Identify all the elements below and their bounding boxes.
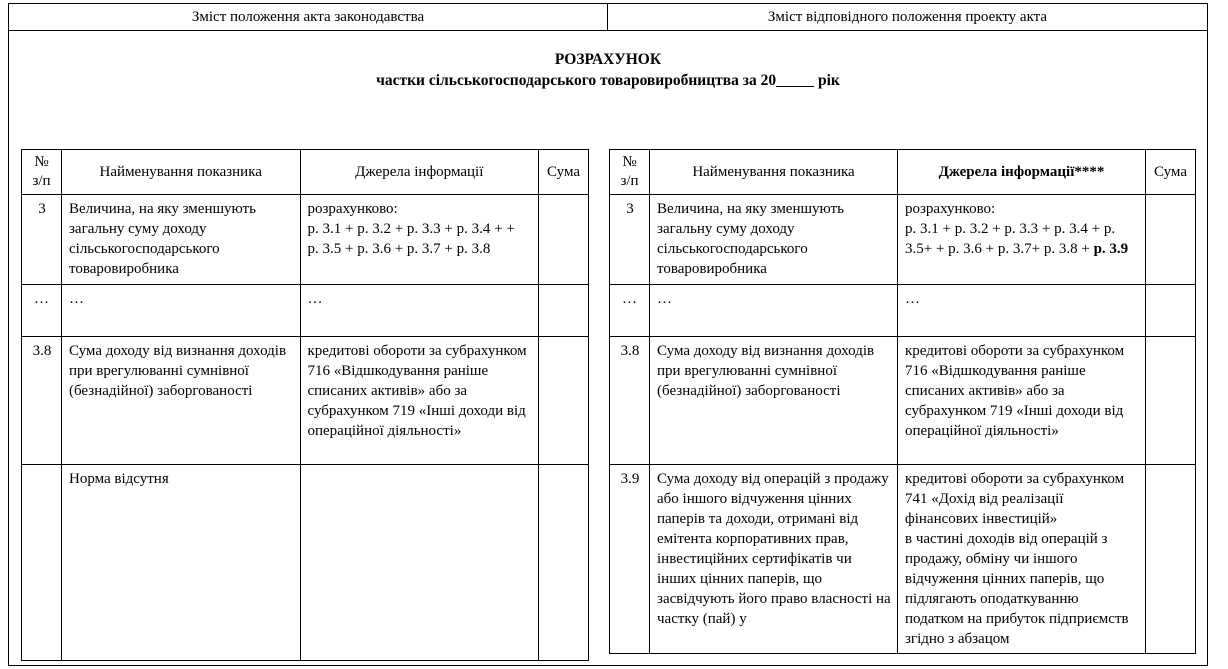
right-row-2-name: Сума доходу від визнання доходів при врегулюванні сумнівної (безнадійної) заборгованості (650, 337, 898, 465)
right-row-3-source-line-1: кредитові обороти за субрахунком 741 «Дохід від реалізації фінансових інвестицій» (905, 471, 1125, 527)
tables-container (9, 149, 1207, 665)
left-calculation-table (21, 149, 589, 661)
right-table-header-row (610, 150, 1196, 195)
left-row-0-source-line-1: розрахунково: (307, 201, 398, 217)
right-row-1-name: … (650, 285, 898, 337)
left-row-0-source-line-3: р. 3.5 + р. 3.6 + р. 3.7 + р. 3.8 (307, 241, 491, 257)
right-header-num-line-1: № (622, 154, 637, 170)
right-row-0-name: Величина, на яку зменшують загальну суму доходу сільськогосподарського товаровиробника (650, 195, 898, 285)
table-row (22, 465, 589, 661)
left-header-num (22, 150, 62, 195)
right-row-2-source: кредитові обороти за субрахунком 716 «Відшкодування раніше списаних активів» або за субрахунком 719 «Інші доходи від операційної діяльності» (898, 337, 1146, 465)
document-title-line-2-after: рік (817, 72, 840, 89)
right-row-0-source-formula (905, 219, 1139, 259)
left-row-1-source: … (300, 285, 539, 337)
left-row-0-name: Величина, на яку зменшують загальну суму доходу сільськогосподарського товаровиробника (62, 195, 301, 285)
left-row-2-source: кредитові обороти за субрахунком 716 «Відшкодування раніше списаних активів» або за субрахунком 719 «Інші доходи від операційної діяльності» (300, 337, 539, 465)
right-row-0-num: 3 (610, 195, 650, 285)
table-row (22, 195, 589, 285)
document-title (9, 49, 1207, 91)
right-row-3-source (898, 465, 1146, 654)
right-table-wrapper (597, 149, 1207, 665)
left-row-1-name: … (62, 285, 301, 337)
right-header-num-line-2: з/п (620, 173, 639, 189)
right-row-0-source (898, 195, 1146, 285)
right-header-num (610, 150, 650, 195)
right-row-3-num: 3.9 (610, 465, 650, 654)
left-header-name: Найменування показника (62, 150, 301, 195)
table-row (22, 337, 589, 465)
left-row-2-num: 3.8 (22, 337, 62, 465)
right-header-name: Найменування показника (650, 150, 898, 195)
right-row-3-sum (1146, 465, 1196, 654)
header-cell-legislation: Зміст положення акта законодавства (9, 4, 608, 30)
document-title-line-1: РОЗРАХУНОК (554, 51, 662, 68)
left-header-num-line-2: з/п (32, 173, 51, 189)
table-row (610, 285, 1196, 337)
right-row-0-source-formula-bold: р. 3.9 (1093, 241, 1129, 257)
left-header-num-line-1: № (34, 154, 49, 170)
document-title-line-2 (9, 70, 1207, 91)
right-row-1-sum (1146, 285, 1196, 337)
right-row-2-num: 3.8 (610, 337, 650, 465)
year-blank (776, 86, 814, 87)
table-row (610, 195, 1196, 285)
left-row-0-num: 3 (22, 195, 62, 285)
right-row-1-source: … (898, 285, 1146, 337)
header-cell-draft-act: Зміст відповідного положення проекту акта (767, 8, 1048, 25)
right-row-3-name: Сума доходу від операцій з продажу або іншого відчуження цінних паперів та доходи, отримані від емітента корпоративних прав, інвестиційних сертифікатів чи інших цінних паперів, що засвідчують його право власності на частку (пай) у (650, 465, 898, 654)
left-table-wrapper (9, 149, 597, 665)
left-header-source: Джерела інформації (300, 150, 539, 195)
comparison-body (9, 31, 1207, 665)
left-row-1-sum (539, 285, 589, 337)
right-row-0-source-formula-plain: р. 3.1 + р. 3.2 + р. 3.3 + р. 3.4 + р. 3.5+ + р. 3.6 + р. 3.7+ р. 3.8 + (905, 221, 1116, 257)
left-row-3-sum (539, 465, 589, 661)
right-row-0-source-line-1: розрахунково: (905, 201, 996, 217)
left-row-1-num: … (22, 285, 62, 337)
left-row-0-sum (539, 195, 589, 285)
left-row-0-source (300, 195, 539, 285)
left-row-3-name: Норма відсутня (62, 465, 301, 661)
left-header-sum: Сума (539, 150, 589, 195)
table-row (610, 465, 1196, 654)
comparison-header-row (9, 4, 1207, 31)
comparison-frame (8, 3, 1208, 666)
left-row-0-source-line-2: р. 3.1 + р. 3.2 + р. 3.3 + р. 3.4 + + (307, 221, 515, 237)
left-row-2-sum (539, 337, 589, 465)
right-header-source: Джерела інформації**** (898, 150, 1146, 195)
table-row (22, 285, 589, 337)
right-row-2-sum (1146, 337, 1196, 465)
left-table-header-row (22, 150, 589, 195)
document-title-line-2-before: частки сільськогосподарського товаровиробництва за 20 (376, 72, 777, 89)
right-calculation-table (609, 149, 1196, 654)
right-row-1-num: … (610, 285, 650, 337)
right-row-0-sum (1146, 195, 1196, 285)
right-row-3-source-line-2: в частині доходів від операцій з продажу, обміну чи іншого відчуження цінних паперів, що підлягають оподаткуванню податком на прибуток підприємств згідно з абзацом (905, 531, 1129, 647)
left-row-3-num (22, 465, 62, 661)
left-row-2-name: Сума доходу від визнання доходів при врегулюванні сумнівної (безнадійної) заборгованості (62, 337, 301, 465)
left-row-3-source (300, 465, 539, 661)
table-row (610, 337, 1196, 465)
right-header-sum: Сума (1146, 150, 1196, 195)
